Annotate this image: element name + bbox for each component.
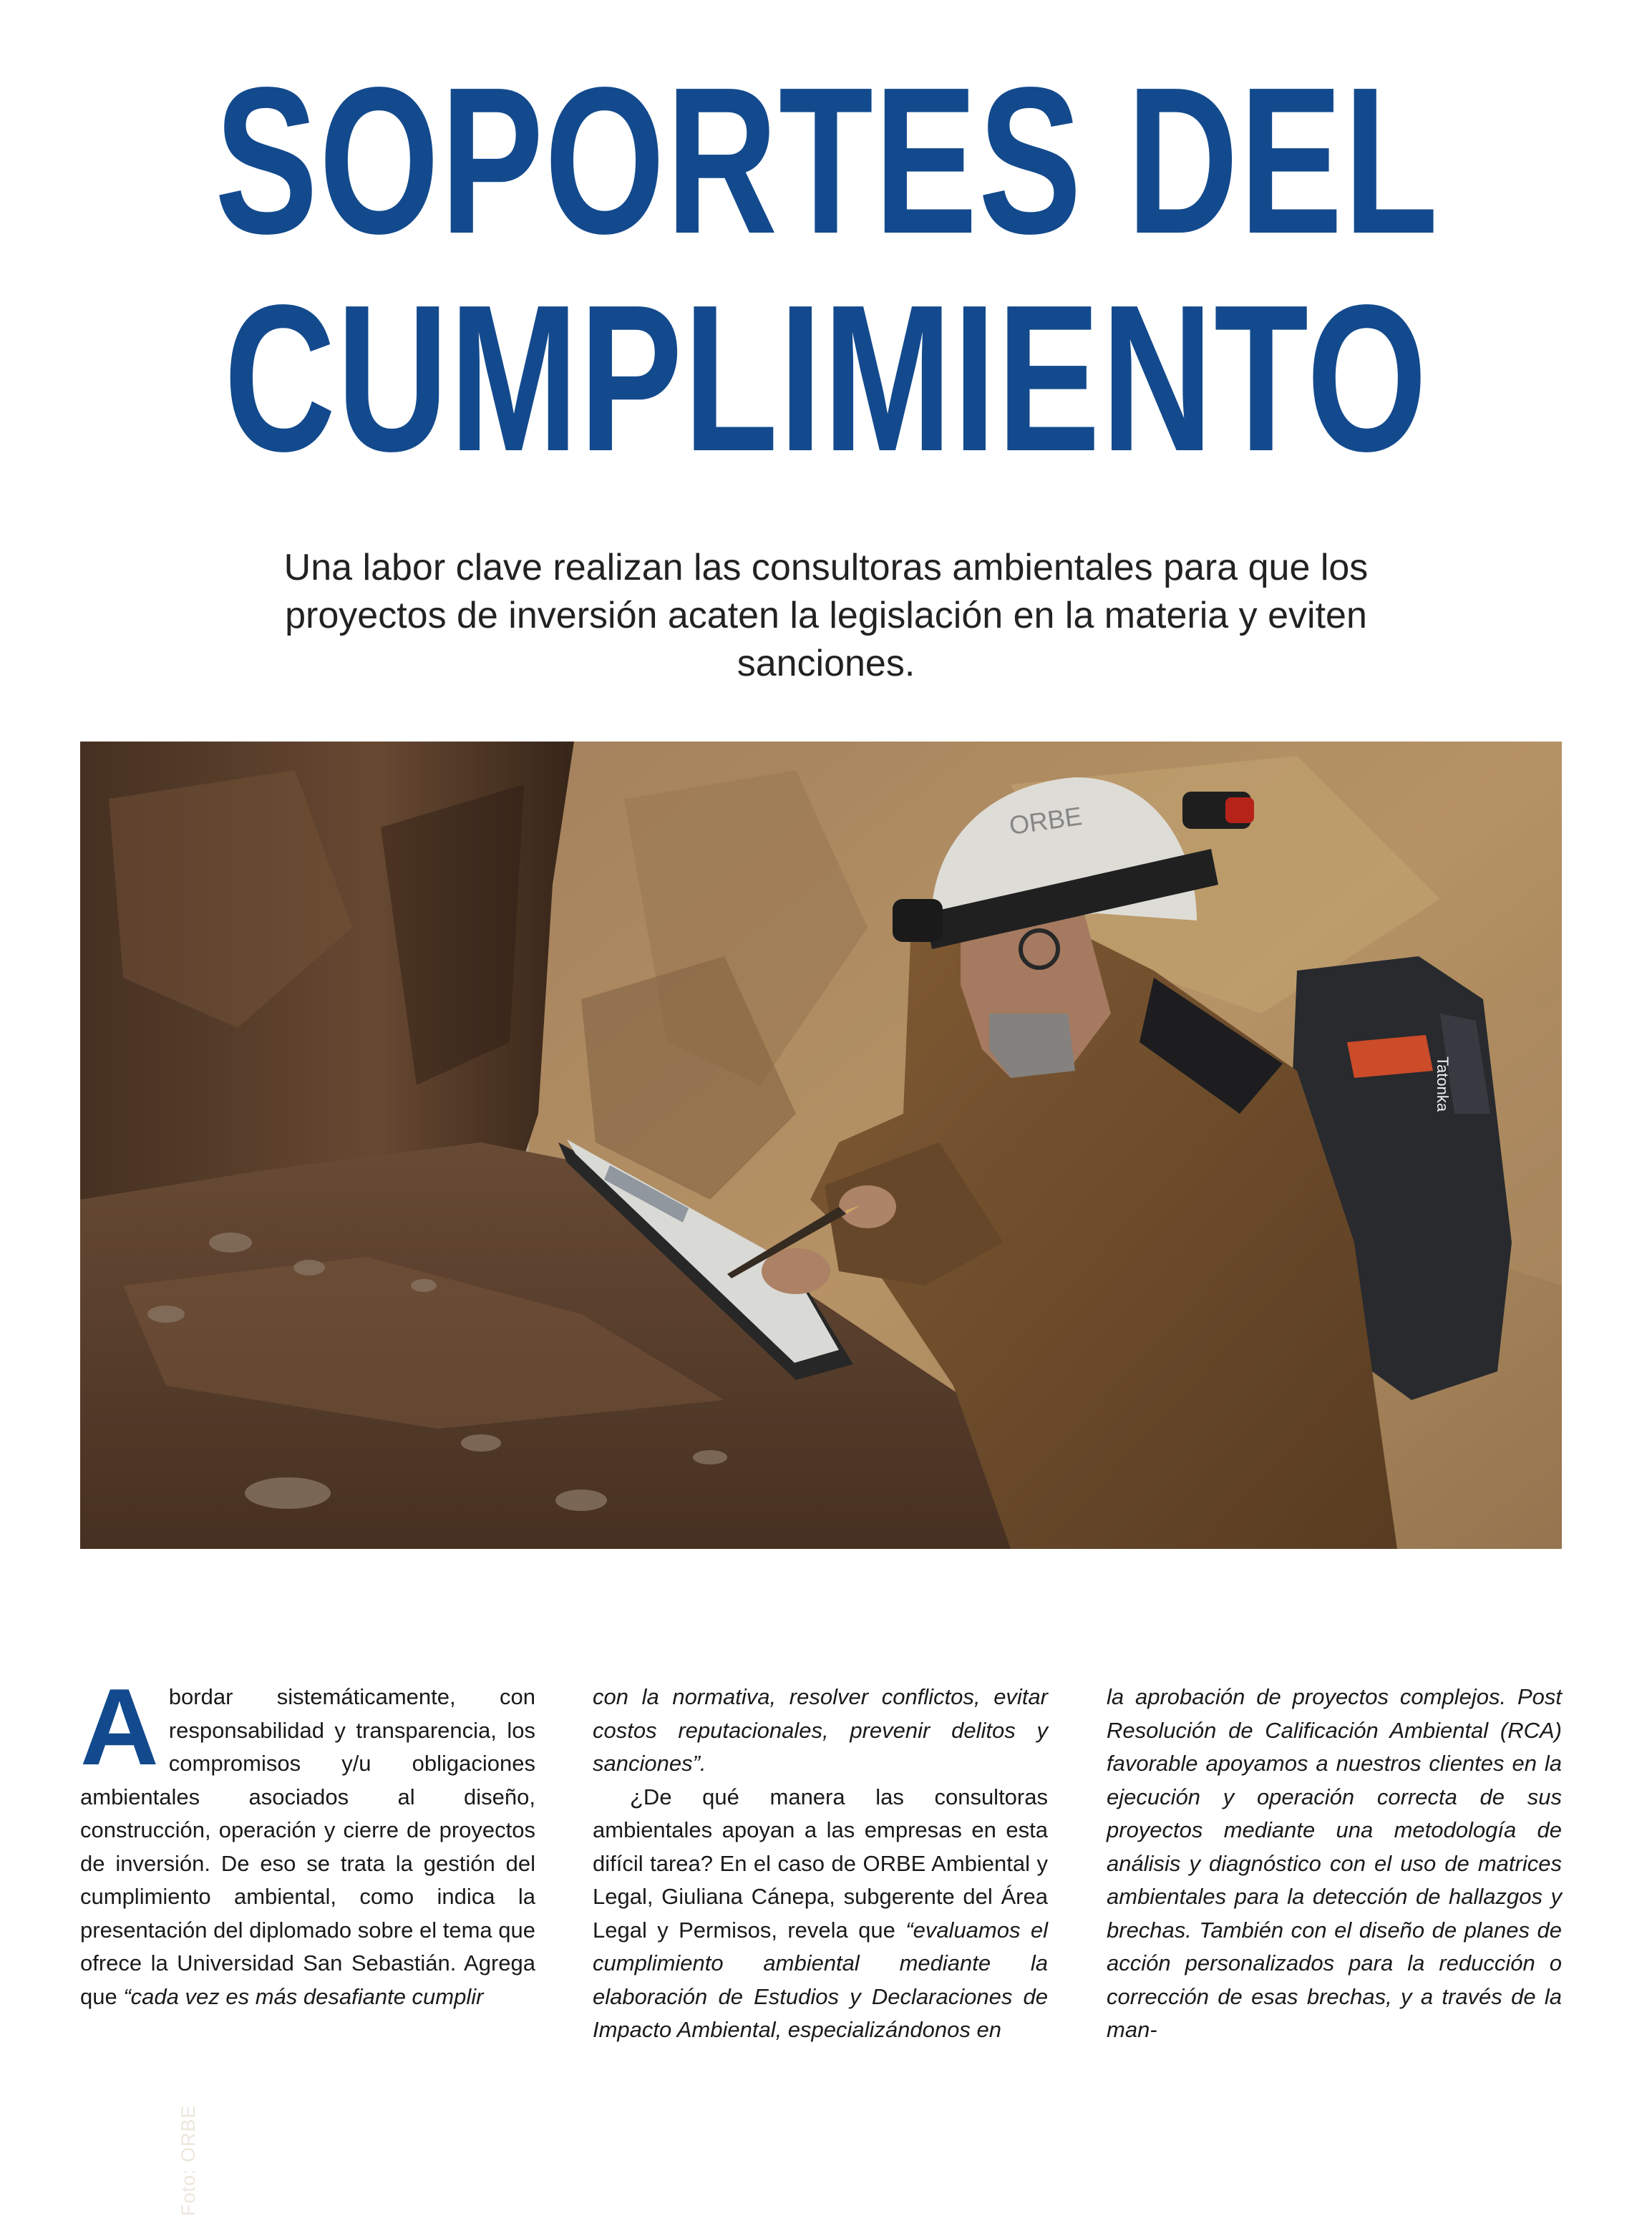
paragraph-text: ¿De qué manera las consultoras ambientales apoyan a las empresas en esta difícil tarea? En el caso de ORBE Ambiental y Legal, Giuliana Cánepa, subgerente del Área Legal y Permisos, revela que (593, 1784, 1048, 1943)
body-column-2 (593, 1681, 1049, 2042)
subtitle: Una labor clave realizan las consultoras ambientales para que los proyectos de inversión acaten la legislación en la materia y eviten sanciones. (283, 547, 1369, 684)
paragraph (593, 1781, 1048, 2047)
paragraph (1107, 1681, 1562, 2047)
drop-cap: A (80, 1666, 159, 1788)
quote-text: la aprobación de proyectos complejos. Post Resolución de Calificación Ambiental (RCA) favorable apoyamos a nuestros clientes en la ejecución y operación correcta de sus proyectos mediante una metodología de análisis y diagnóstico con el uso de matrices ambientales para la detección de hallazgos y brechas. También con el diseño de planes de acción personalizados para la reducción o corrección de esas brechas, y a través de la man- (1107, 1684, 1562, 2042)
helmet-logo: ORBE (1007, 801, 1084, 840)
quote-text: con la normativa, resolver conflictos, evitar costos reputacionales, prevenir delitos y sanciones”. (593, 1684, 1048, 1776)
paragraph (593, 1681, 1048, 1781)
body-column-1 (80, 1666, 535, 2009)
headline-line-1: SOPORTES DEL (215, 44, 1439, 277)
article-body (80, 1666, 1562, 2042)
photo-credit: Foto: ORBE (178, 2104, 199, 2216)
backpack-logo: Tatonka (1434, 1056, 1452, 1112)
quote-text: “cada vez es más desafiante cumplir (123, 1983, 484, 2009)
paragraph-text: bordar sistemáticamente, con responsabilidad y transparencia, los compromisos y/u obligaciones ambientales asociados al diseño, construcción, operación y cierre de proyectos de inversión. De eso se trata la gestión del cumplimiento ambiental, como indica la presentación del diplomado sobre el tema que ofrece la Universidad San Sebastián. Agrega que (80, 1684, 535, 2009)
headline-line-2: CUMPLIMIENTO (223, 261, 1429, 495)
quote-text: “evaluamos el cumplimiento ambiental mediante la elaboración de Estudios y Declaraciones de Impacto Ambiental, especializándonos en (593, 1917, 1049, 2042)
body-column-3 (1107, 1681, 1562, 2042)
